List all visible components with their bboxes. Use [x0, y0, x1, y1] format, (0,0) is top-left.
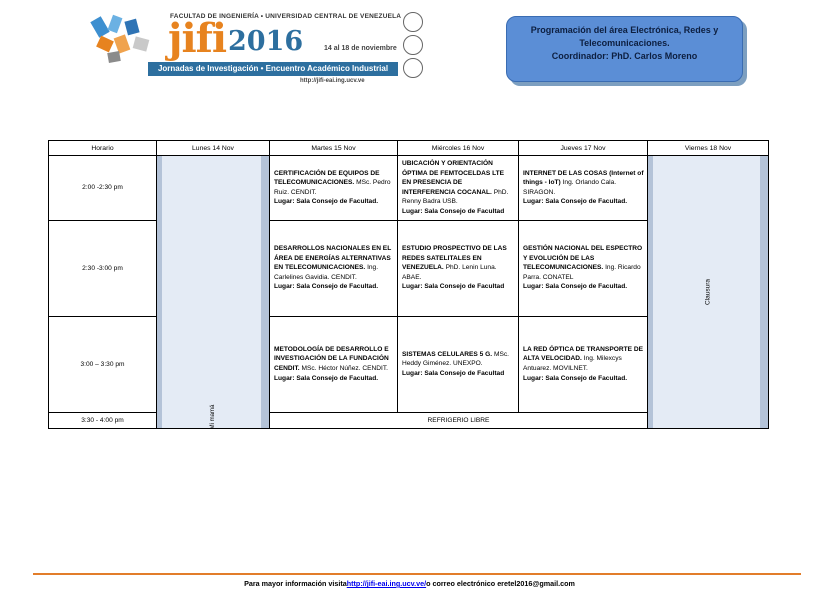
talk-speaker: MSc. Heddy Giménez. UNEXPO.: [402, 350, 510, 368]
talk-title: ESTUDIO PROSPECTIVO DE LAS REDES SATELITALES EN VENEZUELA.: [402, 245, 507, 272]
talk-location: Lugar: Sala Consejo de Facultad: [402, 283, 505, 291]
talk-cell-jueves: [519, 316, 648, 412]
table-row: [49, 156, 769, 221]
talk-location: Lugar: Sala Consejo de Facultad.: [274, 198, 379, 206]
talk-title: DESARROLLOS NACIONALES EN EL ÁREA DE ENERGÍAS ALTERNATIVAS EN TELECOMUNICACIONES.: [274, 245, 392, 272]
talk-cell-jueves: [519, 156, 648, 221]
talk-cell-martes: [270, 316, 398, 412]
table-header-row: [49, 141, 769, 156]
talk-speaker: PhD. Renny Badra USB.: [402, 188, 509, 206]
event-subtitle-banner: Jornadas de Investigación • Encuentro Académico Industrial: [148, 62, 398, 76]
monday-column-inner: [162, 156, 261, 428]
talk-cell-miercoles: [398, 156, 519, 221]
footer-rule: [33, 573, 801, 575]
talk-title: GESTIÓN NACIONAL DEL ESPECTRO Y EVOLUCIÓN DE LAS TELECOMUNICACIONES.: [523, 245, 643, 272]
coordinator-line-3: Coordinador: PhD. Carlos Moreno: [551, 51, 698, 61]
talk-cell-miercoles: [398, 316, 519, 412]
talk-speaker: MSc. Pedro Ruiz. CENDIT.: [274, 179, 391, 196]
talk-location: Lugar: Sala Consejo de Facultad.: [274, 374, 379, 382]
faculty-name: FACULTAD DE INGENIERÍA • UNIVERSIDAD CENTRAL DE VENEZUELA: [170, 13, 402, 20]
talk-location: Lugar: Sala Consejo de Facultad.: [523, 283, 628, 291]
cubes-logo-icon: [88, 14, 158, 64]
research-seal-icon: [403, 58, 423, 78]
institution-seals: [400, 12, 426, 72]
footer-prefix: Para mayor información visita: [244, 579, 347, 588]
talk-cell-martes: [270, 220, 398, 316]
talk-location: Lugar: Sala Consejo de Facultad: [402, 207, 505, 215]
event-url: http://jifi-eai.ing.ucv.ve: [300, 78, 365, 84]
header-lunes: Lunes 14 Nov: [157, 141, 270, 156]
talk-cell-martes: [270, 156, 398, 221]
talk-speaker: PhD. Lenin Luna. ABAE.: [402, 264, 497, 281]
event-dates: 14 al 18 de noviembre: [324, 45, 397, 52]
talk-speaker: Ing. Milexcys Antuarez. MOVILNET.: [523, 355, 622, 373]
logo-year: 2016: [228, 26, 304, 57]
refrigerio-cell: REFRIGERIO LIBRE: [270, 412, 648, 428]
talk-location: Lugar: Sala Consejo de Facultad.: [523, 374, 628, 382]
coordinator-line-2: Telecomunicaciones.: [579, 38, 670, 48]
talk-title: SISTEMAS CELULARES 5 G.: [402, 350, 493, 358]
monday-vertical-label: Mi mamá: [210, 404, 216, 429]
talk-title: METODOLOGÍA DE DESARROLLO E INVESTIGACIÓN DE LA FUNDACIÓN CENDIT.: [274, 345, 389, 373]
header-miercoles: Miércoles 16 Nov: [398, 141, 519, 156]
talk-location: Lugar: Sala Consejo de Facultad.: [523, 198, 628, 206]
engineering-seal-icon: [403, 35, 423, 55]
talk-location: Lugar: Sala Consejo de Facultad: [402, 369, 505, 377]
footer-link[interactable]: http://jifi-eai.ing.ucv.ve/: [346, 579, 427, 588]
time-cell: 2:30 -3:00 pm: [49, 220, 157, 316]
time-cell: 3:30 - 4:00 pm: [49, 412, 157, 428]
talk-speaker: Ing. Orlando Cala. SIRAGON.: [523, 179, 617, 196]
header-horario: Horario: [49, 141, 157, 156]
coordinator-box: [506, 16, 743, 82]
talk-speaker: Ing. Ricardo Parra. CONATEL: [523, 264, 641, 281]
talk-speaker: Ing. Carlelines Gavidia. CENDIT.: [274, 264, 379, 281]
monday-column: [157, 156, 270, 429]
talk-title: CERTIFICACIÓN DE EQUIPOS DE TELECOMUNICACIONES.: [274, 169, 380, 187]
time-cell: 2:00 -2:30 pm: [49, 156, 157, 221]
friday-column: [648, 156, 769, 429]
logo-jifi-text: jifi: [168, 15, 227, 62]
coordinator-line-1: Programación del área Electrónica, Redes y: [530, 25, 719, 35]
header-martes: Martes 15 Nov: [270, 141, 398, 156]
talk-cell-miercoles: [398, 220, 519, 316]
header-jueves: Jueves 17 Nov: [519, 141, 648, 156]
schedule-table: [48, 140, 769, 429]
time-cell: 3:00 – 3:30 pm: [49, 316, 157, 412]
ucv-seal-icon: [403, 12, 423, 32]
jifi-logo: [88, 10, 433, 88]
talk-cell-jueves: [519, 220, 648, 316]
header-viernes: Viernes 18 Nov: [648, 141, 769, 156]
talk-title: INTERNET DE LAS COSAS (Internet of things - IoT): [523, 169, 644, 187]
talk-title: UBICACIÓN Y ORIENTACIÓN ÓPTIMA DE FEMTOCELDAS LTE EN PRESENCIA DE INTERFERENCIA COCANAL.: [402, 160, 505, 196]
talk-speaker: MSc. Héctor Núñez. CENDIT.: [301, 365, 388, 373]
footer-text: [0, 579, 819, 588]
footer-suffix: o correo electrónico eretel2016@gmail.com: [426, 579, 575, 588]
talk-location: Lugar: Sala Consejo de Facultad.: [274, 283, 379, 291]
talk-title: LA RED ÓPTICA DE TRANSPORTE DE ALTA VELOCIDAD.: [523, 345, 644, 363]
friday-vertical-label: Clausura: [704, 278, 712, 305]
